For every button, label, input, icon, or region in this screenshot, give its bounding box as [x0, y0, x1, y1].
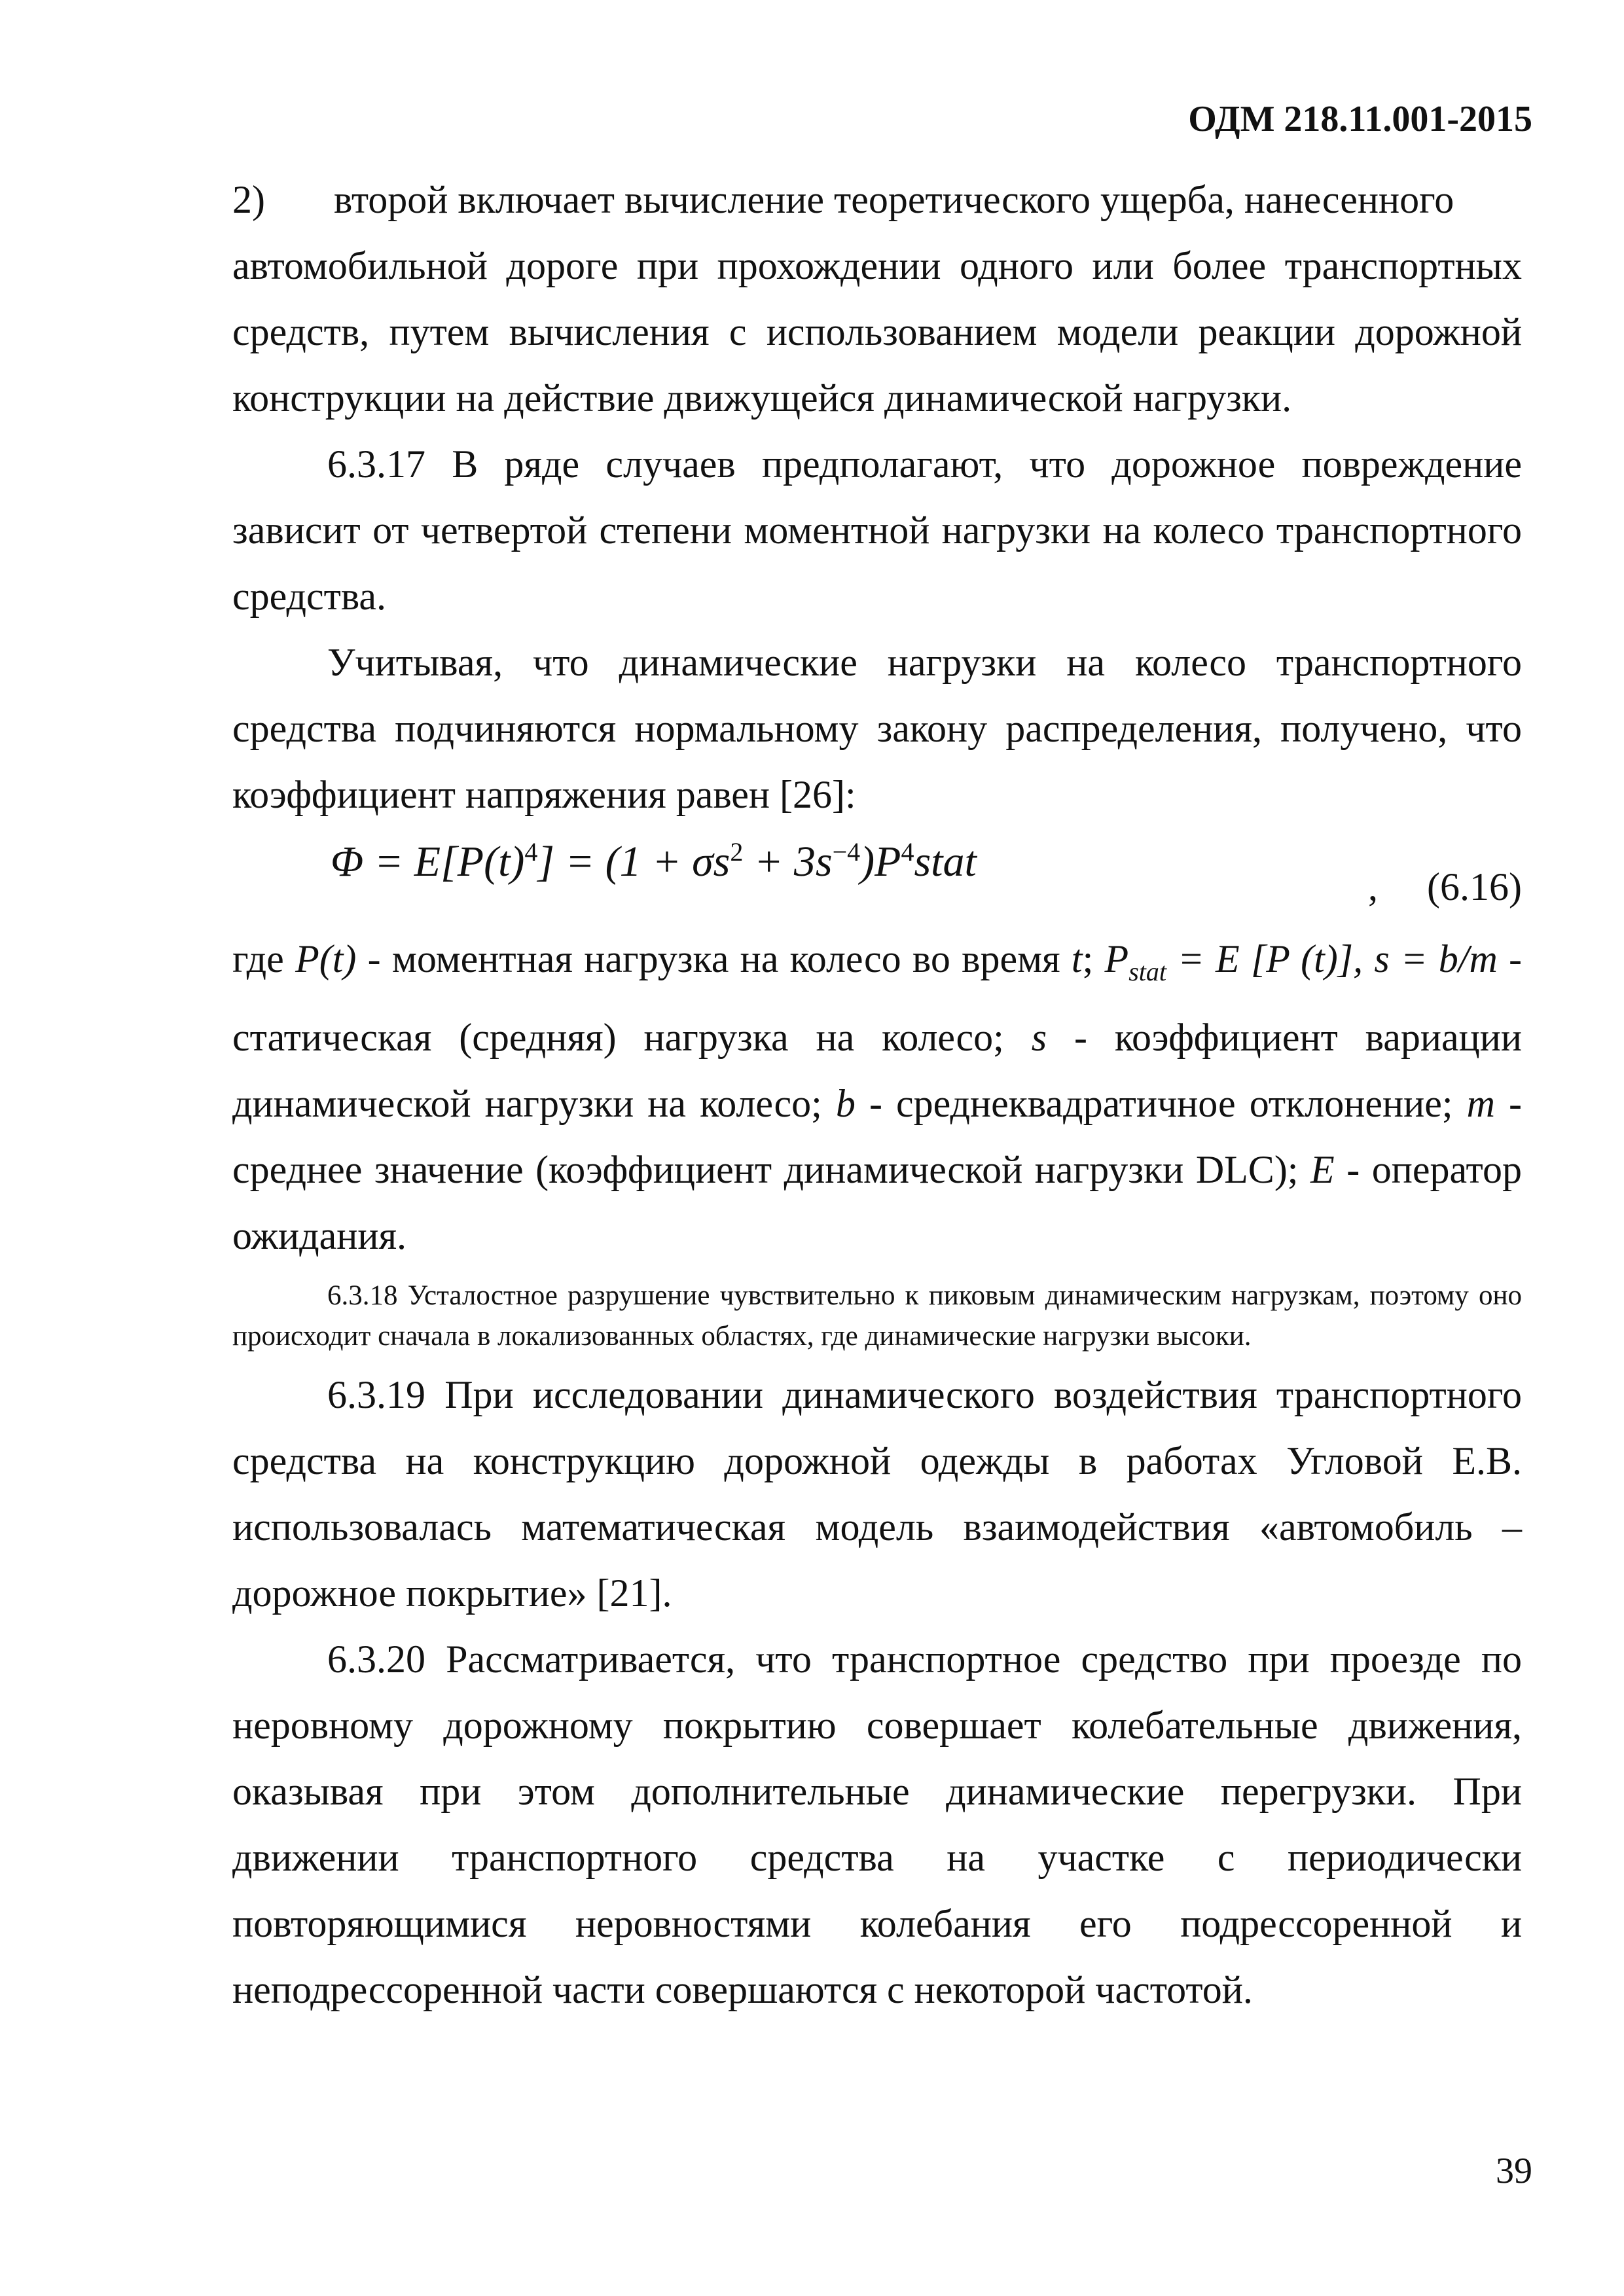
where-clause — [232, 926, 1522, 1269]
formula-exp-4: 4 — [524, 837, 538, 867]
formula-mid: ] = (1 + σs — [537, 838, 731, 886]
symbol-e: E — [1310, 1148, 1335, 1191]
list-text-continuation: автомобильной дороге при прохождении одного или более транспортных средств, путем вычисления с использованием модели реакции дорожной конструкции на действие движущейся динамической нагрузки. — [232, 244, 1522, 420]
symbol-pstat: P — [1104, 937, 1129, 980]
symbol-s: s — [1031, 1016, 1047, 1059]
formula-exp-4b: 4 — [901, 837, 914, 867]
document-body — [232, 167, 1522, 2023]
formula-exp-minus-4: −4 — [832, 837, 861, 867]
formula-expression — [331, 819, 977, 895]
equation-number — [1368, 854, 1522, 920]
list-item-2 — [232, 167, 1522, 233]
symbol-t: t — [1071, 937, 1083, 980]
paragraph-6-3-18: 6.3.18 Усталостное разрушение чувствительно к пиковым динамическим нагрузкам, поэтому оно происходит сначала в локализованных областях, где динамические нагрузки высоки. — [232, 1280, 1522, 1352]
equation-label: (6.16) — [1427, 865, 1522, 908]
list-number: 2) — [232, 178, 265, 221]
formula-plus: + 3s — [743, 838, 833, 886]
symbol-pt: P(t) — [295, 937, 357, 980]
where-text: - оператор ожидания. — [232, 1148, 1522, 1257]
paragraph-6-3-20: 6.3.20 Рассматривается, что транспортное средство при проезде по неровному дорожному покрытию совершает колебательные движения, оказывая при этом дополнительные динамические перегрузки. При движении транспортного средства на участке с периодически повторяющимися неровностями колебания его подрессоренной и неподрессоренной части совершаются с некоторой частотой. — [232, 1638, 1522, 2011]
where-text: - статическая (средняя) нагрузка на колесо; — [232, 937, 1523, 1059]
symbol-stat-subscript: stat — [1128, 957, 1166, 986]
formula-lhs: Φ = E[P(t) — [331, 838, 525, 886]
page-number: 39 — [1496, 2151, 1532, 2191]
formula-exp-2: 2 — [730, 837, 744, 867]
where-text: - среднее значение (коэффициент динамической нагрузки DLC); — [232, 1082, 1522, 1191]
where-text: ; — [1082, 937, 1105, 980]
where-text: - коэффициент вариации динамической нагрузки на колесо; — [232, 1016, 1522, 1125]
symbol-b: b — [835, 1082, 856, 1125]
paragraph-6-3-19: 6.3.19 При исследовании динамического воздействия транспортного средства на конструкцию дорожной одежды в работах Угловой Е.В. использовалась математическая модель взаимодействия «автомобиль – дорожное покрытие» [21]. — [232, 1373, 1522, 1615]
paragraph-considering: Учитывая, что динамические нагрузки на колесо транспортного средства подчиняются нормальному закону распределения, получено, что коэффициент напряжения равен [26]: — [232, 641, 1522, 816]
symbol-m: m — [1466, 1082, 1495, 1125]
formula-6-16 — [232, 828, 1522, 926]
formula-close: )P — [860, 838, 901, 886]
formula-tail: stat — [914, 838, 977, 886]
where-text: где — [232, 937, 296, 980]
list-text-first-line: второй включает вычисление теоретического ущерба, нанесенного — [334, 178, 1454, 221]
where-text: - моментная нагрузка на колесо во время — [356, 937, 1072, 980]
where-text: - среднеквадратичное отклонение; — [855, 1082, 1467, 1125]
document-code: ОДМ 218.11.001-2015 — [1188, 99, 1532, 139]
paragraph-6-3-17: 6.3.17 В ряде случаев предполагают, что дорожное повреждение зависит от четвертой степени моментной нагрузки на колесо транспортного средства. — [232, 442, 1522, 618]
equation-comma: , — [1368, 865, 1379, 908]
where-text: = E [P (t)], s = b/m — [1166, 937, 1498, 980]
